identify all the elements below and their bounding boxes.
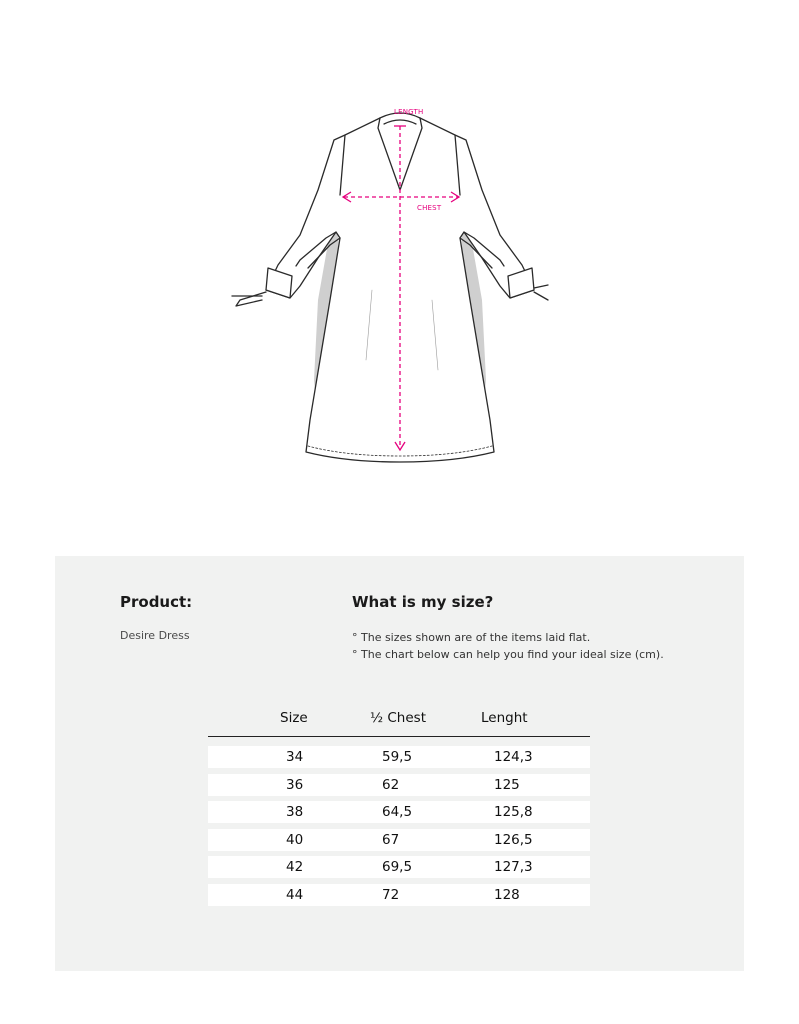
size-table	[208, 706, 590, 911]
table-header	[208, 706, 590, 737]
cell-length: 128	[494, 886, 520, 903]
cell-half-chest: 67	[382, 831, 400, 848]
size-notes	[352, 629, 664, 663]
product-heading: Product:	[120, 593, 193, 611]
header-half-chest: ½ Chest	[370, 710, 426, 726]
cell-length: 125,8	[494, 804, 533, 820]
table-row	[208, 884, 590, 906]
table-row	[208, 746, 590, 768]
size-info-panel	[55, 556, 744, 971]
cell-size: 44	[286, 886, 304, 903]
product-name: Desire Dress	[120, 629, 190, 642]
cell-size: 36	[286, 776, 304, 793]
table-row	[208, 774, 590, 796]
table-row	[208, 801, 590, 823]
cell-half-chest: 72	[382, 886, 400, 903]
cell-size: 38	[286, 804, 304, 820]
size-note: ° The chart below can help you find your ideal size (cm).	[352, 648, 664, 661]
cell-length: 125	[494, 776, 520, 793]
cell-half-chest: 64,5	[382, 804, 413, 820]
cell-length: 124,3	[494, 749, 533, 765]
cell-length: 126,5	[494, 831, 533, 848]
cell-half-chest: 62	[382, 776, 400, 793]
table-body	[208, 746, 590, 906]
header-size: Size	[280, 710, 308, 726]
cell-size: 40	[286, 831, 304, 848]
table-row	[208, 856, 590, 878]
chest-measure-label: CHEST	[417, 204, 442, 212]
size-note: ° The sizes shown are of the items laid flat.	[352, 631, 591, 644]
cell-size: 34	[286, 749, 304, 765]
cell-size: 42	[286, 859, 304, 875]
size-guide-heading: What is my size?	[352, 593, 494, 611]
table-row	[208, 829, 590, 851]
length-measure-label: LENGTH	[394, 108, 424, 116]
header-length: Lenght	[481, 710, 528, 726]
cell-length: 127,3	[494, 859, 533, 875]
cell-half-chest: 59,5	[382, 749, 413, 765]
cell-half-chest: 69,5	[382, 859, 413, 875]
